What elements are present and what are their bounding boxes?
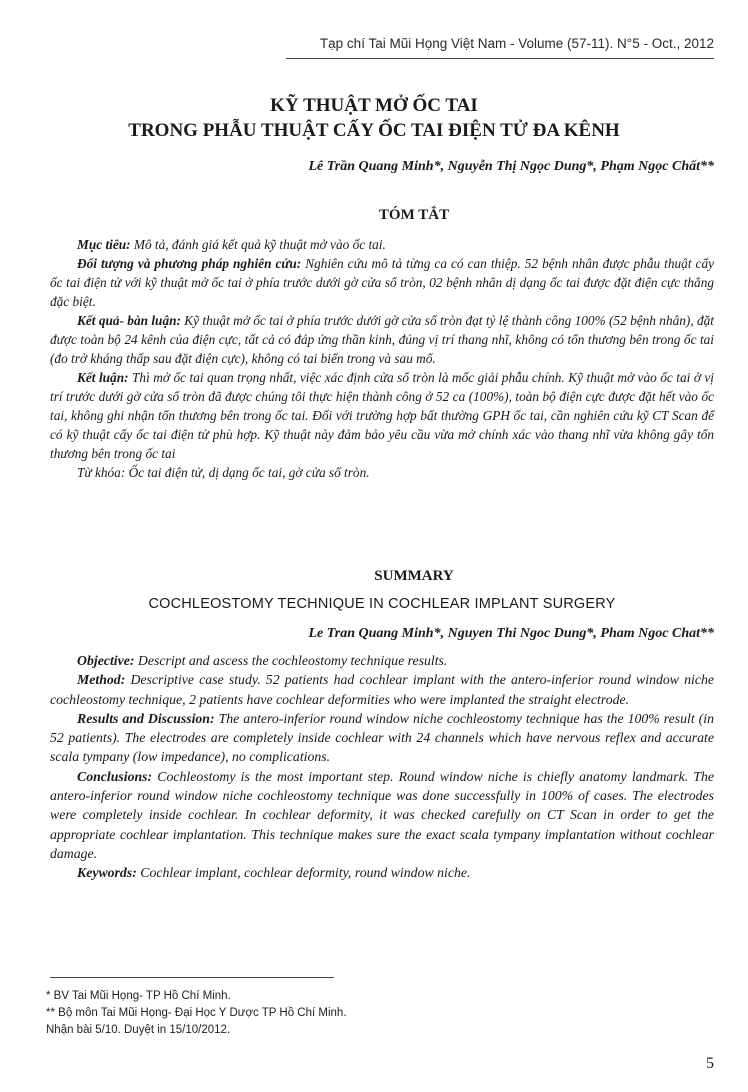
footnote-received: Nhận bài 5/10. Duyệt in 15/10/2012. <box>46 1024 231 1036</box>
paper-title-line-2: TRONG PHẪU THUẬT CẤY ỐC TAI ĐIỆN TỬ ĐA KÊNH <box>128 120 620 141</box>
keywords-en <box>50 863 714 882</box>
conclusion-en-text: Cochleostomy is the most important step. Round window niche is chiefly anatomy landmark. The antero-inferior round window niche cochleostomy technique was done successfully in 100% of cases. The electrodes were completely inside cochlear. In cochlear deformity, it was checked carefully on CT Scan in order to get the appropriate cochlear implantation. This technique makes sure the exact scala tympany implantation without cochlear damage. <box>50 768 714 861</box>
english-title: COCHLEOSTOMY TECHNIQUE IN COCHLEAR IMPLANT SURGERY <box>148 596 616 612</box>
page-number: 5 <box>706 1055 714 1072</box>
method-en-text: Descriptive case study. 52 patients had cochlear implant with the antero-inferior round window niche cochleostomy technique, 2 patients have cochlear deformities who were implanted the straight electrode. <box>50 672 714 707</box>
conclusion-en <box>50 767 714 863</box>
authors-vietnamese: Lê Trần Quang Minh*, Nguyễn Thị Ngọc Dung*, Phạm Ngọc Chất** <box>308 159 714 174</box>
method-en <box>50 670 714 709</box>
method-vn <box>50 254 714 311</box>
abstract-vn-body <box>50 235 714 482</box>
conclusion-vn-text: Thì mở ốc tai quan trọng nhất, việc xác định cửa sổ tròn là mốc giải phẫu chính. Kỹ thuật mở vào ốc tai ở vị trí trước dưới gờ cửa sổ tròn đã được chúng tôi thực hiện thành công ở 52 ca (100%), toàn bộ điện cực được đặt hết vào ốc tai, không ghi nhận tổn thương bên trong ốc tai. Đối với trường hợp bất thường GPH ốc tai, cần nghiên cứu kỹ CT Scan để có kỹ thuật cấy ốc tai điện tử phù hợp. Kỹ thuật này đảm bảo yêu cầu vừa mở chính xác vào thang nhĩ vừa không gây tổn thương bên trong ốc tai <box>50 370 715 461</box>
running-header: Tạp chí Tai Mũi Họng Việt Nam - Volume (57-11). N°5 - Oct., 2012 <box>319 36 714 51</box>
summary-heading: SUMMARY <box>374 568 454 584</box>
objective-vn-label: Mục tiêu: <box>77 237 131 252</box>
footnote-rule <box>50 977 334 978</box>
footnotes <box>46 988 347 1039</box>
conclusion-vn-label: Kết luận: <box>77 370 129 385</box>
method-vn-label: Đối tượng và phương pháp nghiên cứu: <box>77 256 302 271</box>
paper-title-line-1: KỸ THUẬT MỞ ỐC TAI <box>270 95 478 116</box>
method-vn-text: Nghiên cứu mô tả từng ca có can thiệp. 52 bệnh nhân được phẫu thuật cấy ốc tai điện tử với kỹ thuật mở ốc tai ở phía trước dưới gờ cửa sổ tròn, 02 bệnh nhân dị dạng ốc tai được đặt điện cực thẳng đặc biệt. <box>50 256 714 309</box>
results-en-label: Results and Discussion: <box>77 710 215 726</box>
objective-en-text: Descript and ascess the cochleostomy technique results. <box>134 653 448 668</box>
keywords-vn: Từ khóa: Ốc tai điện tử, dị dạng ốc tai, gờ cửa sổ tròn. <box>77 465 370 480</box>
objective-vn <box>50 235 714 254</box>
header-rule <box>286 58 714 59</box>
conclusion-vn <box>50 368 714 463</box>
results-vn-label: Kết quả- bàn luận: <box>77 313 181 328</box>
method-en-label: Method: <box>77 672 126 688</box>
results-en-text: The antero-inferior round window niche cochleostomy technique has the 100% result (in 52 patients). The electrodes are completely inside cochlear with 24 channels which have nervous reflex and accurate scala tympany (low impedance), no complications. <box>50 710 715 765</box>
objective-vn-text: Mô tả, đánh giá kết quả kỹ thuật mở vào ốc tai. <box>130 237 386 252</box>
results-vn <box>50 311 714 368</box>
results-vn-text: Kỹ thuật mở ốc tai ở phía trước dưới gờ cửa sổ tròn đạt tỷ lệ thành công 100% (52 bệnh nhân), đặt được toàn bộ 24 kênh của điện cực, tất cả có đáp ứng thần kinh, đúng vị trí thang nhĩ, không có tổn thương bên trong ốc tai (đo trở kháng thấp sau đặt điện cực), không có tai biến trong và sau mổ. <box>50 313 715 366</box>
authors-english: Le Tran Quang Minh*, Nguyen Thi Ngoc Dung*, Pham Ngoc Chat** <box>308 626 714 641</box>
abstract-vn-heading: TÓM TẮT <box>378 207 450 223</box>
footnote-affiliation-1: * BV Tai Mũi Họng- TP Hồ Chí Minh. <box>46 990 231 1002</box>
abstract-en-body <box>50 651 714 883</box>
keywords-en-label: Keywords: <box>77 865 137 881</box>
conclusion-en-label: Conclusions: <box>77 768 153 784</box>
objective-en <box>50 651 714 670</box>
results-en <box>50 709 714 767</box>
keywords-en-text: Cochlear implant, cochlear deformity, round window niche. <box>136 865 471 881</box>
footnote-affiliation-2: ** Bộ môn Tai Mũi Họng- Đại Học Y Dược TP Hồ Chí Minh. <box>46 1007 347 1019</box>
objective-en-label: Objective: <box>77 653 135 668</box>
